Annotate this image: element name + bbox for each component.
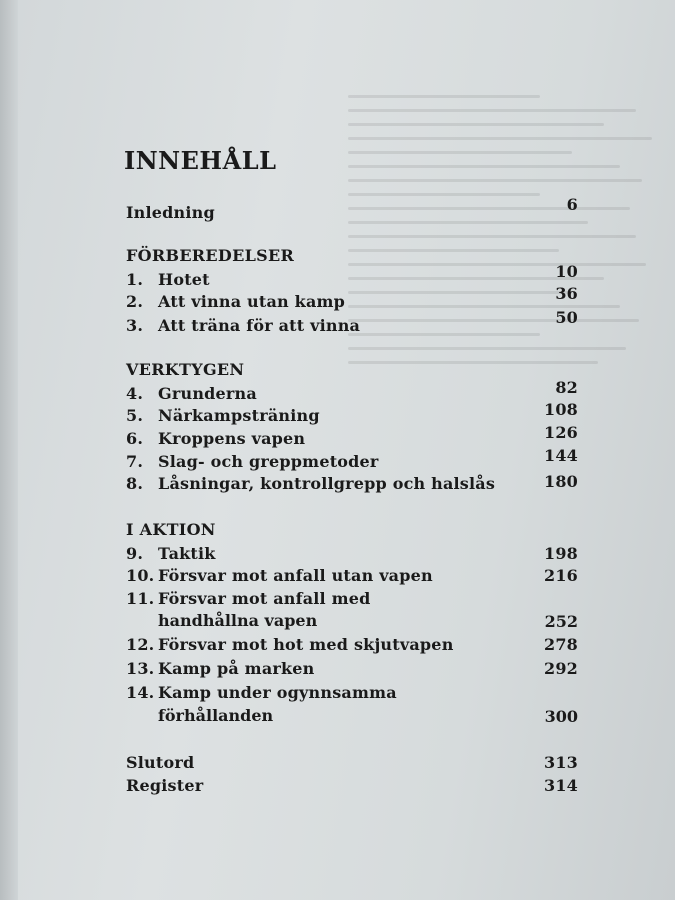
entry-title: Försvar mot anfall utan vapen — [158, 566, 433, 585]
entry-page: 36 — [555, 284, 578, 303]
page-title: INNEHÅLL — [124, 146, 277, 175]
entry-page: 108 — [544, 400, 578, 419]
toc-entry — [126, 659, 578, 681]
toc-entry — [126, 683, 578, 705]
toc-entry — [126, 284, 578, 314]
entry-page: 144 — [544, 446, 578, 465]
entry-page: 6 — [566, 195, 578, 214]
toc-entry — [126, 423, 578, 451]
entry-page: 292 — [544, 659, 578, 678]
entry-page: 300 — [544, 707, 578, 726]
entry-number: 2. — [126, 292, 144, 311]
entry-page: 216 — [544, 566, 578, 585]
entry-title: Att träna för att vinna — [158, 316, 361, 335]
entry-page: 180 — [544, 472, 578, 491]
entry-number: 6. — [126, 429, 144, 448]
entry-number: 11. — [126, 589, 155, 608]
entry-number: 9. — [126, 544, 144, 563]
entry-number: 7. — [126, 452, 144, 471]
entry-page: 126 — [544, 423, 578, 442]
entry-page: 10 — [555, 262, 578, 281]
entry-title: Grunderna — [158, 384, 257, 403]
entry-title-continued: förhållanden — [158, 706, 274, 725]
toc-entry — [126, 635, 578, 657]
entry-page: 198 — [544, 544, 578, 563]
entry-number: 4. — [126, 384, 144, 403]
section-heading: FÖRBEREDELSER — [126, 246, 295, 265]
entry-title: Slag- och greppmetoder — [158, 452, 379, 471]
entry-page: 278 — [544, 635, 578, 654]
entry-number: 12. — [126, 635, 155, 654]
entry-title: Närkampsträning — [158, 406, 320, 425]
entry-title: Låsningar, kontrollgrepp och halslås — [158, 474, 496, 493]
toc-entry-closing — [126, 753, 578, 775]
entry-page: 252 — [544, 612, 578, 631]
toc-entry — [126, 589, 578, 611]
entry-title: Försvar mot anfall med — [158, 589, 371, 608]
toc-entry — [126, 378, 578, 406]
entry-title: Inledning — [126, 203, 215, 222]
toc-entry-closing — [126, 776, 578, 798]
entry-title: Kamp under ogynnsamma — [158, 683, 397, 702]
entry-page: 313 — [544, 753, 578, 772]
entry-title: Kroppens vapen — [158, 429, 306, 448]
section-heading: VERKTYGEN — [126, 360, 245, 379]
toc-entry-intro — [126, 195, 578, 225]
entry-number: 8. — [126, 474, 144, 493]
toc-entry — [126, 566, 578, 588]
toc-entry — [126, 474, 578, 496]
section-heading: I AKTION — [126, 520, 216, 539]
toc-entry — [126, 446, 578, 474]
entry-title: Att vinna utan kamp — [158, 292, 346, 311]
entry-title: Försvar mot hot med skjutvapen — [158, 635, 454, 654]
entry-title: Kamp på marken — [158, 659, 315, 678]
entry-page: 50 — [555, 308, 578, 327]
entry-title: Register — [126, 776, 204, 795]
entry-number: 14. — [126, 683, 155, 702]
entry-page: 82 — [555, 378, 578, 397]
entry-number: 3. — [126, 316, 144, 335]
toc-entry — [126, 262, 578, 292]
toc-entry — [126, 400, 578, 428]
entry-title: Hotet — [158, 270, 210, 289]
entry-page: 314 — [544, 776, 578, 795]
entry-title: Taktik — [158, 544, 216, 563]
toc-entry — [126, 544, 578, 566]
entry-number: 10. — [126, 566, 155, 585]
toc-entry — [126, 308, 578, 338]
entry-title: Slutord — [126, 753, 195, 772]
entry-number: 1. — [126, 270, 144, 289]
entry-title-continued: handhållna vapen — [158, 611, 318, 630]
entry-number: 5. — [126, 406, 144, 425]
entry-number: 13. — [126, 659, 155, 678]
